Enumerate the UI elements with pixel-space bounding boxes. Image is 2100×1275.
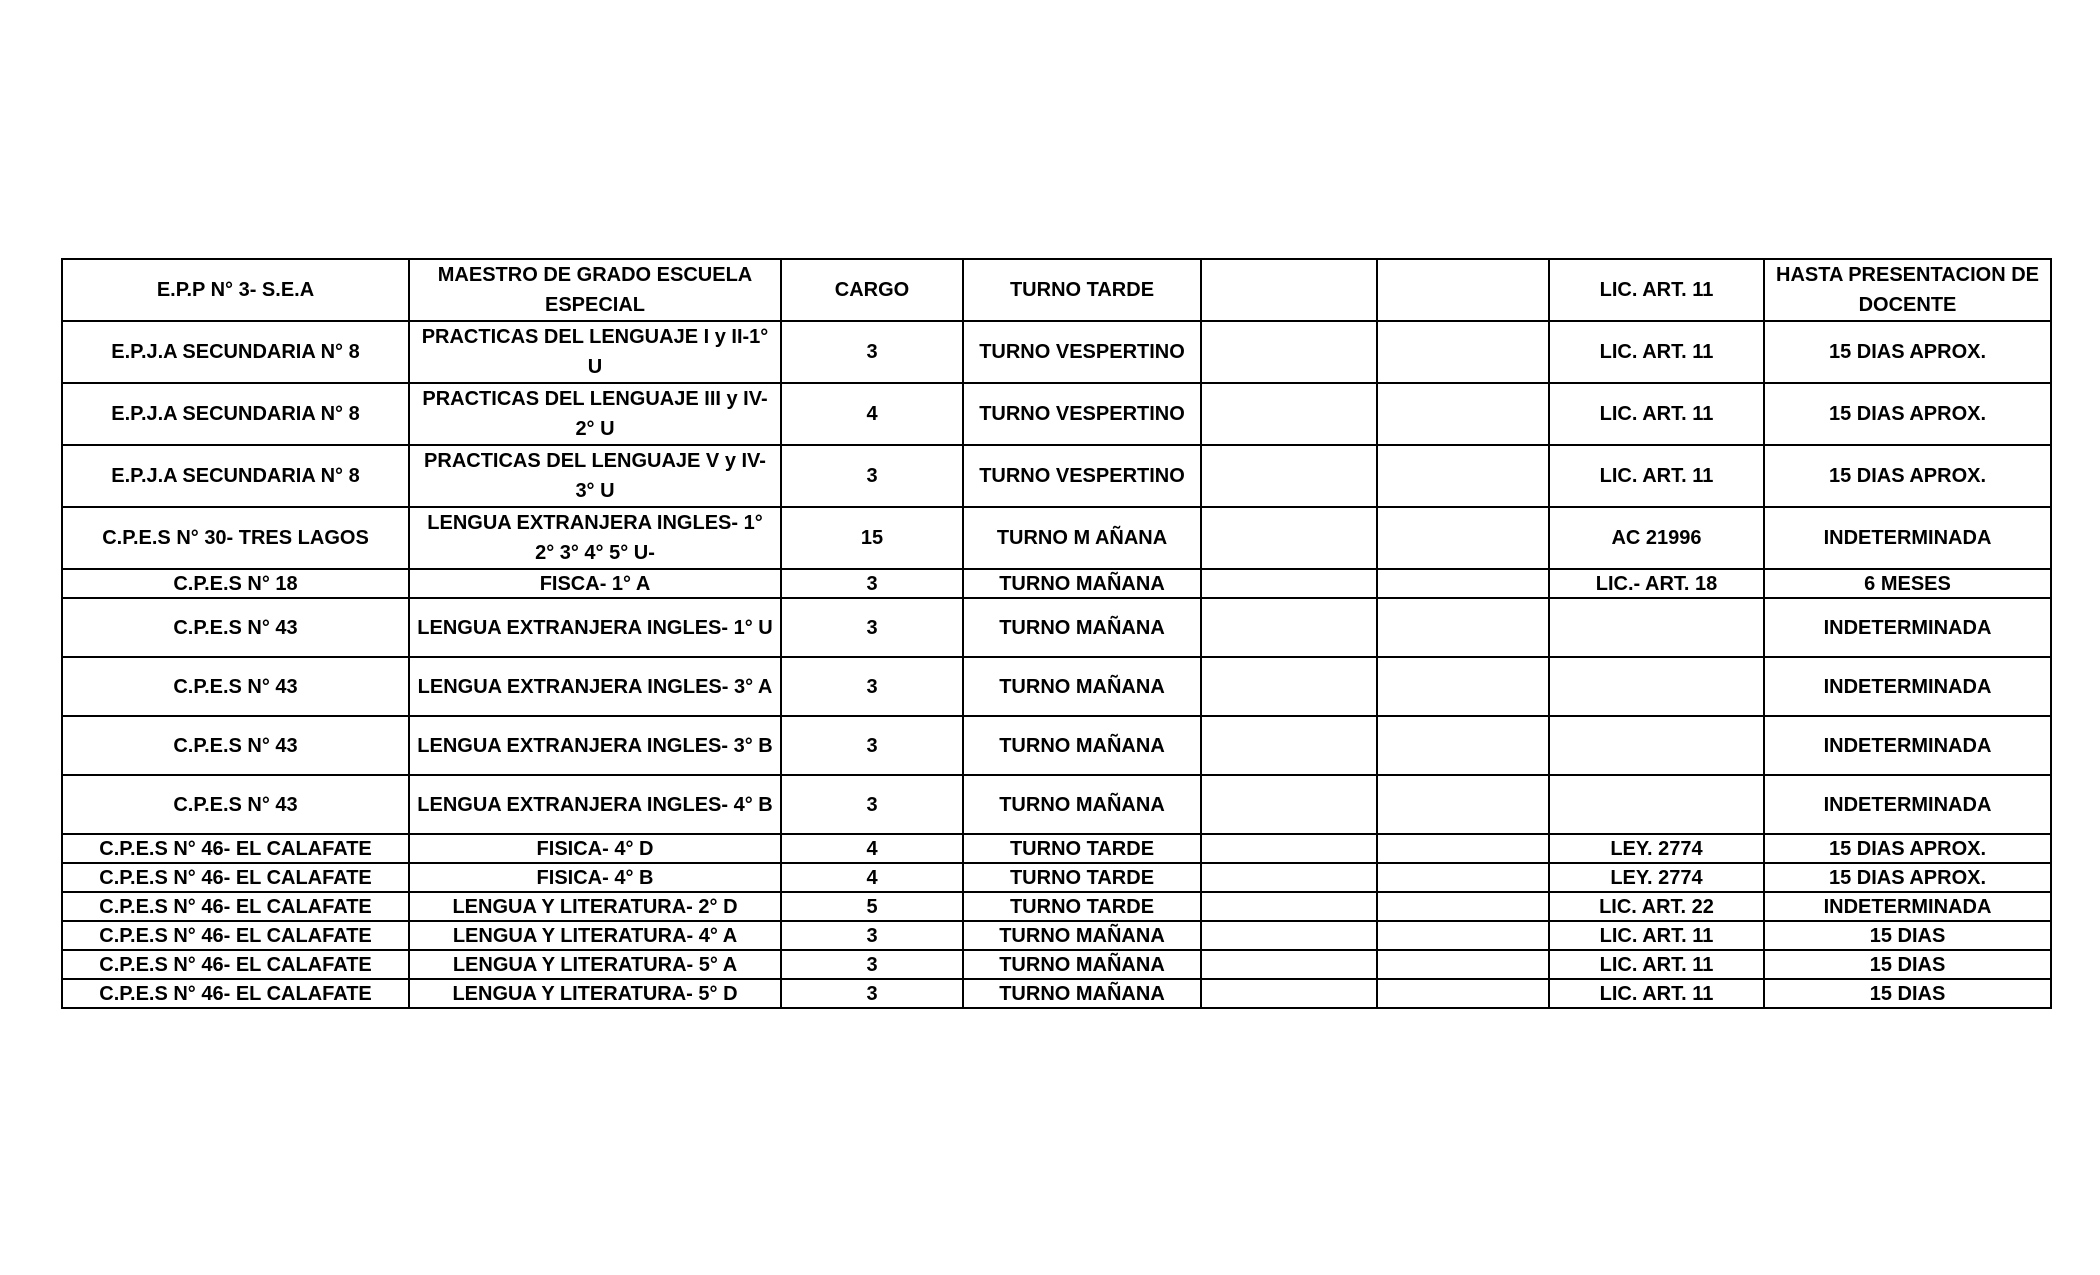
shift-cell: TURNO MAÑANA	[963, 921, 1201, 950]
hours-cell: 4	[781, 383, 963, 445]
subject-cell: PRACTICAS DEL LENGUAJE I y II-1° U	[409, 321, 781, 383]
subject-cell: LENGUA EXTRANJERA INGLES- 1° U	[409, 598, 781, 657]
duration-cell: INDETERMINADA	[1764, 892, 2051, 921]
duration-cell: 15 DIAS APROX.	[1764, 445, 2051, 507]
hours-cell: 3	[781, 979, 963, 1008]
duration-cell: HASTA PRESENTACION DE DOCENTE	[1764, 259, 2051, 321]
empty-cell	[1377, 569, 1549, 598]
license-cell: LIC. ART. 11	[1549, 383, 1764, 445]
empty-cell	[1377, 863, 1549, 892]
subject-cell: LENGUA Y LITERATURA- 2° D	[409, 892, 781, 921]
license-cell: LIC.- ART. 18	[1549, 569, 1764, 598]
empty-cell	[1201, 921, 1377, 950]
empty-cell	[1201, 569, 1377, 598]
hours-cell: 4	[781, 834, 963, 863]
school-cell: C.P.E.S N° 43	[62, 657, 409, 716]
empty-cell	[1201, 657, 1377, 716]
shift-cell: TURNO TARDE	[963, 863, 1201, 892]
table-row	[62, 321, 2051, 383]
shift-cell: TURNO MAÑANA	[963, 657, 1201, 716]
empty-cell	[1201, 321, 1377, 383]
table-row	[62, 892, 2051, 921]
duration-cell: INDETERMINADA	[1764, 598, 2051, 657]
shift-cell: TURNO MAÑANA	[963, 775, 1201, 834]
empty-cell	[1377, 507, 1549, 569]
table-row	[62, 834, 2051, 863]
empty-cell	[1201, 863, 1377, 892]
table-body	[62, 259, 2051, 1008]
hours-cell: CARGO	[781, 259, 963, 321]
empty-cell	[1201, 507, 1377, 569]
table-row	[62, 598, 2051, 657]
empty-cell	[1201, 834, 1377, 863]
duration-cell: INDETERMINADA	[1764, 507, 2051, 569]
duration-cell: 15 DIAS	[1764, 979, 2051, 1008]
empty-cell	[1377, 598, 1549, 657]
hours-cell: 3	[781, 950, 963, 979]
hours-cell: 5	[781, 892, 963, 921]
school-cell: C.P.E.S N° 46- EL CALAFATE	[62, 892, 409, 921]
duration-cell: 15 DIAS	[1764, 950, 2051, 979]
school-cell: C.P.E.S N° 18	[62, 569, 409, 598]
duration-cell: INDETERMINADA	[1764, 716, 2051, 775]
empty-cell	[1377, 979, 1549, 1008]
table-row	[62, 950, 2051, 979]
license-cell	[1549, 598, 1764, 657]
duration-cell: 6 MESES	[1764, 569, 2051, 598]
empty-cell	[1377, 834, 1549, 863]
table-row	[62, 979, 2051, 1008]
school-cell: C.P.E.S N° 46- EL CALAFATE	[62, 834, 409, 863]
duration-cell: 15 DIAS APROX.	[1764, 863, 2051, 892]
duration-cell: INDETERMINADA	[1764, 657, 2051, 716]
hours-cell: 15	[781, 507, 963, 569]
shift-cell: TURNO TARDE	[963, 259, 1201, 321]
subject-cell: LENGUA Y LITERATURA- 5° A	[409, 950, 781, 979]
subject-cell: FISICA- 4° D	[409, 834, 781, 863]
subject-cell: PRACTICAS DEL LENGUAJE III y IV- 2° U	[409, 383, 781, 445]
hours-cell: 3	[781, 321, 963, 383]
empty-cell	[1201, 892, 1377, 921]
subject-cell: LENGUA Y LITERATURA- 4° A	[409, 921, 781, 950]
empty-cell	[1377, 445, 1549, 507]
table-row	[62, 259, 2051, 321]
vacancies-table-wrapper	[61, 258, 2050, 1009]
hours-cell: 3	[781, 921, 963, 950]
license-cell: LIC. ART. 11	[1549, 950, 1764, 979]
table-row	[62, 569, 2051, 598]
school-cell: C.P.E.S N° 30- TRES LAGOS	[62, 507, 409, 569]
hours-cell: 3	[781, 569, 963, 598]
license-cell	[1549, 657, 1764, 716]
empty-cell	[1377, 321, 1549, 383]
school-cell: E.P.J.A SECUNDARIA N° 8	[62, 383, 409, 445]
table-row	[62, 383, 2051, 445]
duration-cell: 15 DIAS APROX.	[1764, 383, 2051, 445]
duration-cell: 15 DIAS APROX.	[1764, 321, 2051, 383]
table-row	[62, 716, 2051, 775]
subject-cell: PRACTICAS DEL LENGUAJE V y IV- 3° U	[409, 445, 781, 507]
empty-cell	[1201, 598, 1377, 657]
empty-cell	[1201, 950, 1377, 979]
license-cell	[1549, 775, 1764, 834]
school-cell: C.P.E.S N° 43	[62, 598, 409, 657]
subject-cell: LENGUA EXTRANJERA INGLES- 3° A	[409, 657, 781, 716]
empty-cell	[1201, 259, 1377, 321]
empty-cell	[1377, 716, 1549, 775]
subject-cell: LENGUA EXTRANJERA INGLES- 4° B	[409, 775, 781, 834]
license-cell: AC 21996	[1549, 507, 1764, 569]
empty-cell	[1377, 259, 1549, 321]
hours-cell: 3	[781, 657, 963, 716]
subject-cell: LENGUA EXTRANJERA INGLES- 3° B	[409, 716, 781, 775]
table-row	[62, 657, 2051, 716]
empty-cell	[1377, 383, 1549, 445]
empty-cell	[1377, 892, 1549, 921]
license-cell: LIC. ART. 11	[1549, 321, 1764, 383]
subject-cell: MAESTRO DE GRADO ESCUELA ESPECIAL	[409, 259, 781, 321]
vacancies-table	[61, 258, 2052, 1009]
shift-cell: TURNO TARDE	[963, 834, 1201, 863]
table-row	[62, 445, 2051, 507]
license-cell	[1549, 716, 1764, 775]
shift-cell: TURNO MAÑANA	[963, 598, 1201, 657]
license-cell: LIC. ART. 11	[1549, 921, 1764, 950]
duration-cell: 15 DIAS APROX.	[1764, 834, 2051, 863]
shift-cell: TURNO MAÑANA	[963, 950, 1201, 979]
empty-cell	[1377, 657, 1549, 716]
school-cell: C.P.E.S N° 46- EL CALAFATE	[62, 979, 409, 1008]
school-cell: E.P.P N° 3- S.E.A	[62, 259, 409, 321]
subject-cell: FISCA- 1° A	[409, 569, 781, 598]
empty-cell	[1201, 445, 1377, 507]
school-cell: C.P.E.S N° 43	[62, 775, 409, 834]
table-row	[62, 507, 2051, 569]
shift-cell: TURNO VESPERTINO	[963, 321, 1201, 383]
hours-cell: 4	[781, 863, 963, 892]
empty-cell	[1377, 775, 1549, 834]
empty-cell	[1201, 775, 1377, 834]
empty-cell	[1201, 383, 1377, 445]
hours-cell: 3	[781, 445, 963, 507]
shift-cell: TURNO MAÑANA	[963, 569, 1201, 598]
school-cell: C.P.E.S N° 46- EL CALAFATE	[62, 950, 409, 979]
shift-cell: TURNO MAÑANA	[963, 716, 1201, 775]
empty-cell	[1377, 921, 1549, 950]
school-cell: E.P.J.A SECUNDARIA N° 8	[62, 445, 409, 507]
shift-cell: TURNO VESPERTINO	[963, 383, 1201, 445]
subject-cell: LENGUA EXTRANJERA INGLES- 1° 2° 3° 4° 5° U-	[409, 507, 781, 569]
school-cell: E.P.J.A SECUNDARIA N° 8	[62, 321, 409, 383]
hours-cell: 3	[781, 775, 963, 834]
subject-cell: FISICA- 4° B	[409, 863, 781, 892]
school-cell: C.P.E.S N° 43	[62, 716, 409, 775]
license-cell: LEY. 2774	[1549, 834, 1764, 863]
table-row	[62, 921, 2051, 950]
table-row	[62, 775, 2051, 834]
shift-cell: TURNO MAÑANA	[963, 979, 1201, 1008]
license-cell: LIC. ART. 11	[1549, 445, 1764, 507]
license-cell: LIC. ART. 22	[1549, 892, 1764, 921]
license-cell: LEY. 2774	[1549, 863, 1764, 892]
shift-cell: TURNO VESPERTINO	[963, 445, 1201, 507]
license-cell: LIC. ART. 11	[1549, 979, 1764, 1008]
shift-cell: TURNO TARDE	[963, 892, 1201, 921]
school-cell: C.P.E.S N° 46- EL CALAFATE	[62, 921, 409, 950]
empty-cell	[1201, 979, 1377, 1008]
hours-cell: 3	[781, 598, 963, 657]
duration-cell: INDETERMINADA	[1764, 775, 2051, 834]
empty-cell	[1201, 716, 1377, 775]
duration-cell: 15 DIAS	[1764, 921, 2051, 950]
license-cell: LIC. ART. 11	[1549, 259, 1764, 321]
school-cell: C.P.E.S N° 46- EL CALAFATE	[62, 863, 409, 892]
subject-cell: LENGUA Y LITERATURA- 5° D	[409, 979, 781, 1008]
shift-cell: TURNO M AÑANA	[963, 507, 1201, 569]
table-row	[62, 863, 2051, 892]
empty-cell	[1377, 950, 1549, 979]
hours-cell: 3	[781, 716, 963, 775]
